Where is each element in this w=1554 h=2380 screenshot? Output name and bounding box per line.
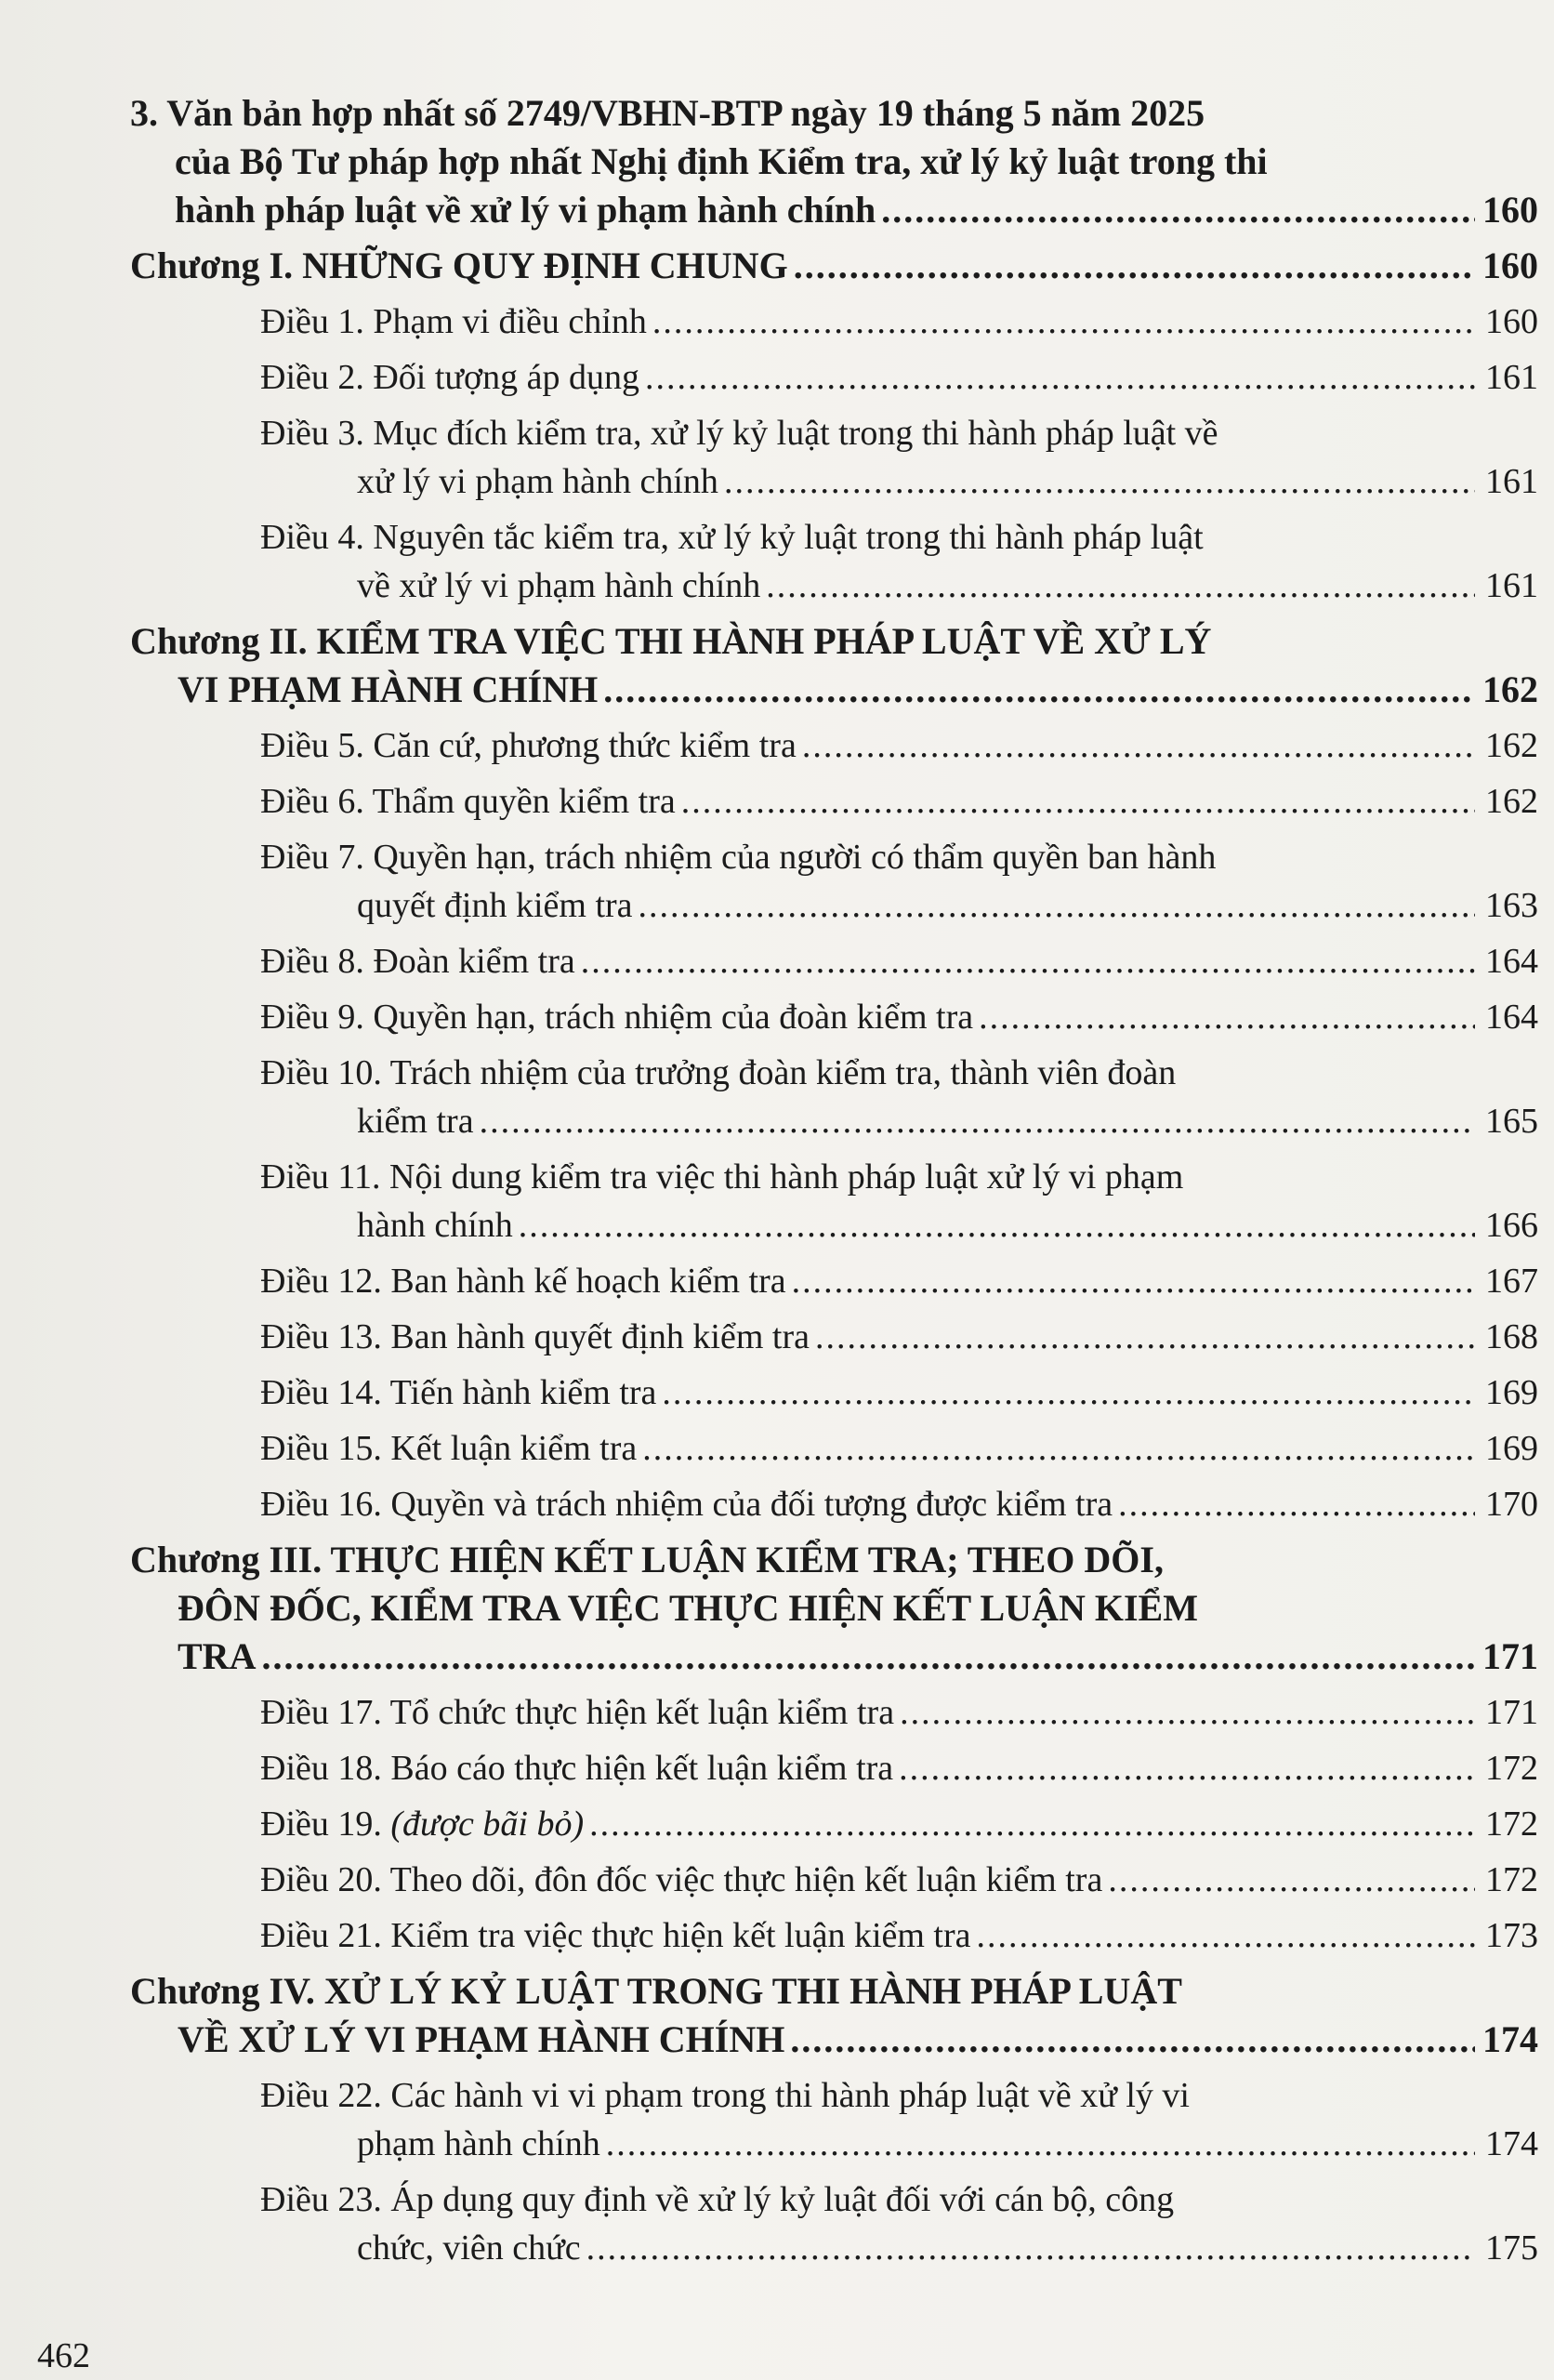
toc-chapter-last-row — [130, 2016, 1538, 2064]
toc-entry-text — [260, 1480, 1113, 1528]
leader-dots — [581, 937, 1475, 985]
toc-entry-title: Điều 20. Theo dõi, đôn đốc việc thực hiện kết luận kiểm tra — [260, 1860, 1103, 1899]
toc-entry-text — [357, 562, 760, 610]
page-ref: 163 — [1485, 886, 1538, 925]
toc-section-3[interactable] — [130, 89, 1538, 234]
page-ref: 161 — [1485, 566, 1538, 605]
toc-article[interactable] — [260, 993, 1538, 1041]
leader-dots — [662, 1368, 1475, 1417]
toc-entry-title: Điều 12. Ban hành kế hoạch kiểm tra — [260, 1262, 786, 1301]
page-ref: 172 — [1485, 1805, 1538, 1844]
toc-chapter[interactable] — [130, 617, 1538, 714]
toc-entry-text — [357, 457, 718, 506]
page-ref: 175 — [1485, 2228, 1538, 2268]
toc-chapter-last-row — [130, 666, 1538, 714]
leader-dots — [900, 1688, 1475, 1737]
toc-entry-title: phạm hành chính — [357, 2124, 600, 2163]
page-ref: 164 — [1485, 942, 1538, 981]
leader-dots — [652, 298, 1475, 346]
toc-article-last-row — [260, 1257, 1538, 1305]
toc-article[interactable] — [260, 2175, 1538, 2272]
toc-article-last-row — [260, 1368, 1538, 1417]
toc-entry-text — [260, 1313, 810, 1361]
toc-entry-title: Điều 6. Thẩm quyền kiểm tra — [260, 782, 676, 821]
toc-chapter[interactable] — [130, 242, 1538, 290]
toc-article-last-row — [260, 993, 1538, 1041]
toc-entry-text — [178, 1633, 256, 1681]
toc-article-last-row — [260, 2224, 1538, 2272]
toc-entry-text — [260, 1800, 584, 1848]
leader-dots — [606, 2120, 1475, 2168]
page-ref: 165 — [1485, 1102, 1538, 1141]
toc-article[interactable] — [260, 833, 1538, 930]
leader-dots — [261, 1633, 1475, 1681]
toc-entry-title: TRA — [178, 1635, 257, 1677]
toc-entry-text — [357, 2120, 600, 2168]
toc-article[interactable] — [260, 513, 1538, 610]
toc-entry-text — [357, 881, 633, 930]
toc-article-last-row — [260, 562, 1538, 610]
toc-article-last-row — [260, 1201, 1538, 1250]
page-ref: 168 — [1485, 1317, 1538, 1356]
toc-article-last-row — [260, 457, 1538, 506]
toc-chapter-last-row — [130, 1633, 1538, 1681]
toc-article[interactable] — [260, 2071, 1538, 2168]
page-ref: 160 — [1482, 189, 1538, 231]
page-number: 462 — [37, 2336, 90, 2375]
toc-section-line: 3. Văn bản hợp nhất số 2749/VBHN-BTP ngày 19 tháng 5 năm 2025 — [130, 92, 1205, 134]
toc-entry-title: Điều 19. — [260, 1805, 391, 1844]
page-ref: 174 — [1485, 2124, 1538, 2163]
toc-article-last-row — [260, 721, 1538, 770]
toc-article-last-row — [260, 777, 1538, 826]
toc-entry-text — [260, 1688, 894, 1737]
toc-section-line: của Bộ Tư pháp hợp nhất Nghị định Kiểm tra, xử lý kỷ luật trong thi — [175, 140, 1268, 182]
page-ref: 160 — [1482, 245, 1538, 286]
toc-chapter-line: Chương III. THỰC HIỆN KẾT LUẬN KIỂM TRA; THEO DÕI, — [130, 1539, 1164, 1580]
toc-entry-title: Điều 15. Kết luận kiểm tra — [260, 1429, 638, 1468]
leader-dots — [519, 1201, 1475, 1250]
toc-entry-text — [357, 2224, 581, 2272]
toc-article[interactable] — [260, 1911, 1538, 1960]
toc-entry-title: Điều 8. Đoàn kiểm tra — [260, 942, 575, 981]
toc-article-last-row — [260, 2120, 1538, 2168]
leader-dots — [639, 881, 1475, 930]
leader-dots — [681, 777, 1475, 826]
toc-article[interactable] — [260, 937, 1538, 985]
toc-article[interactable] — [260, 1049, 1538, 1145]
toc-section-last-row — [130, 186, 1538, 234]
toc-entry-title: Điều 5. Căn cứ, phương thức kiểm tra — [260, 726, 797, 765]
leader-dots — [724, 457, 1475, 506]
toc-article-line: Điều 23. Áp dụng quy định về xử lý kỷ luật đối với cán bộ, công — [260, 2180, 1175, 2219]
page-ref: 161 — [1485, 358, 1538, 397]
leader-dots — [480, 1097, 1475, 1145]
toc-entry-title: xử lý vi phạm hành chính — [357, 462, 718, 501]
page-ref: 162 — [1485, 726, 1538, 765]
leader-dots — [977, 1911, 1475, 1960]
toc-entry-title: Điều 2. Đối tượng áp dụng — [260, 358, 639, 397]
toc-article-line: Điều 22. Các hành vi vi phạm trong thi hành pháp luật về xử lý vi — [260, 2076, 1190, 2115]
toc-article-last-row — [260, 1688, 1538, 1737]
toc-article-last-row — [260, 1424, 1538, 1473]
toc-chapter-line: Chương IV. XỬ LÝ KỶ LUẬT TRONG THI HÀNH PHÁP LUẬT — [130, 1970, 1182, 2012]
toc-article[interactable] — [260, 353, 1538, 402]
toc-entry-text — [260, 1424, 637, 1473]
toc-entry-text — [260, 1368, 656, 1417]
toc-article[interactable] — [260, 1424, 1538, 1473]
leader-dots — [642, 1424, 1475, 1473]
toc-article[interactable] — [260, 1368, 1538, 1417]
toc-article-line: Điều 10. Trách nhiệm của trưởng đoàn kiểm tra, thành viên đoàn — [260, 1053, 1177, 1092]
toc-entry-title: hành chính — [357, 1206, 513, 1245]
table-of-contents — [130, 89, 1538, 2272]
page-ref: 164 — [1485, 998, 1538, 1037]
toc-entry-title: VỀ XỬ LÝ VI PHẠM HÀNH CHÍNH — [178, 2018, 785, 2060]
toc-entry-text — [260, 1744, 893, 1792]
toc-entry-text — [260, 1257, 786, 1305]
page-ref: 171 — [1485, 1693, 1538, 1732]
toc-article-last-row — [260, 1744, 1538, 1792]
toc-entry-note: (được bãi bỏ) — [390, 1805, 585, 1844]
leader-dots — [766, 562, 1475, 610]
toc-entry-text — [260, 298, 647, 346]
toc-entry-title: Điều 16. Quyền và trách nhiệm của đối tượng được kiểm tra — [260, 1485, 1113, 1524]
toc-article-last-row — [260, 1480, 1538, 1528]
toc-entry-title: VI PHẠM HÀNH CHÍNH — [178, 668, 599, 710]
toc-entry-text — [178, 666, 598, 714]
toc-section-text: hành pháp luật về xử lý vi phạm hành chính — [175, 189, 876, 231]
leader-dots — [899, 1744, 1475, 1792]
page-ref: 162 — [1485, 782, 1538, 821]
page-ref: 167 — [1485, 1262, 1538, 1301]
toc-article[interactable] — [260, 1744, 1538, 1792]
toc-article[interactable] — [260, 721, 1538, 770]
toc-entry-text — [260, 1911, 971, 1960]
toc-entry-text — [130, 242, 788, 290]
leader-dots — [589, 1800, 1475, 1848]
page-ref: 170 — [1485, 1485, 1538, 1524]
leader-dots — [792, 1257, 1475, 1305]
toc-article[interactable] — [260, 1480, 1538, 1528]
toc-entry-title: quyết định kiểm tra — [357, 886, 633, 925]
toc-entry-text — [357, 1201, 513, 1250]
toc-entry-text — [357, 1097, 474, 1145]
toc-article[interactable] — [260, 1257, 1538, 1305]
toc-article[interactable] — [260, 777, 1538, 826]
toc-entry-text — [260, 1856, 1102, 1904]
toc-chapter[interactable] — [130, 1967, 1538, 2064]
toc-article-last-row — [260, 298, 1538, 346]
toc-article[interactable] — [260, 1856, 1538, 1904]
page-ref: 172 — [1485, 1749, 1538, 1788]
toc-article-last-row — [260, 1097, 1538, 1145]
toc-article[interactable] — [260, 409, 1538, 506]
toc-entry-title: Điều 9. Quyền hạn, trách nhiệm của đoàn kiểm tra — [260, 998, 974, 1037]
leader-dots — [1108, 1856, 1475, 1904]
page-ref: 161 — [1485, 462, 1538, 501]
toc-chapter-line: Chương II. KIỂM TRA VIỆC THI HÀNH PHÁP LUẬT VỀ XỬ LÝ — [130, 620, 1212, 662]
leader-dots — [586, 2224, 1475, 2272]
toc-article-last-row — [260, 1800, 1538, 1848]
toc-entry-title: chức, viên chức — [357, 2228, 581, 2268]
toc-chapter[interactable] — [130, 1536, 1538, 1681]
page-ref: 173 — [1485, 1916, 1538, 1955]
toc-article-line: Điều 4. Nguyên tắc kiểm tra, xử lý kỷ luật trong thi hành pháp luật — [260, 518, 1204, 557]
toc-article[interactable] — [260, 1313, 1538, 1361]
toc-chapter-last-row — [130, 242, 1538, 290]
toc-entry-text — [178, 2016, 784, 2064]
page-ref: 160 — [1485, 302, 1538, 341]
leader-dots — [881, 186, 1475, 234]
leader-dots — [603, 666, 1475, 714]
toc-article-last-row — [260, 1856, 1538, 1904]
toc-article-last-row — [260, 353, 1538, 402]
toc-article[interactable] — [260, 298, 1538, 346]
toc-entry-title: Điều 18. Báo cáo thực hiện kết luận kiểm tra — [260, 1749, 894, 1788]
toc-entry-title: Chương I. NHỮNG QUY ĐỊNH CHUNG — [130, 245, 788, 286]
page-ref: 171 — [1482, 1635, 1538, 1677]
page-ref: 174 — [1482, 2018, 1538, 2060]
toc-entry-text — [260, 937, 575, 985]
page-ref: 162 — [1482, 668, 1538, 710]
toc-chapter-line: ĐÔN ĐỐC, KIỂM TRA VIỆC THỰC HIỆN KẾT LUẬN KIỂM — [178, 1587, 1198, 1629]
leader-dots — [979, 993, 1475, 1041]
toc-entry-title: về xử lý vi phạm hành chính — [357, 566, 761, 605]
leader-dots — [645, 353, 1475, 402]
toc-entry-text — [260, 777, 676, 826]
toc-entry-title: Điều 21. Kiểm tra việc thực hiện kết luận kiểm tra — [260, 1916, 971, 1955]
toc-entry-title: Điều 1. Phạm vi điều chỉnh — [260, 302, 647, 341]
toc-article-last-row — [260, 1313, 1538, 1361]
toc-entry-title: Điều 14. Tiến hành kiểm tra — [260, 1373, 657, 1412]
toc-entry-title: Điều 13. Ban hành quyết định kiểm tra — [260, 1317, 810, 1356]
leader-dots — [802, 721, 1475, 770]
page-ref: 172 — [1485, 1860, 1538, 1899]
leader-dots — [1118, 1480, 1475, 1528]
leader-dots — [790, 2016, 1475, 2064]
toc-article-line: Điều 7. Quyền hạn, trách nhiệm của người có thẩm quyền ban hành — [260, 838, 1217, 877]
toc-article[interactable] — [260, 1688, 1538, 1737]
toc-entry-title: Điều 17. Tổ chức thực hiện kết luận kiểm tra — [260, 1693, 895, 1732]
leader-dots — [815, 1313, 1475, 1361]
leader-dots — [794, 242, 1475, 290]
toc-entry-text — [260, 993, 973, 1041]
toc-article-last-row — [260, 881, 1538, 930]
toc-article-last-row — [260, 937, 1538, 985]
toc-article[interactable] — [260, 1800, 1538, 1848]
toc-article-line: Điều 11. Nội dung kiểm tra việc thi hành pháp luật xử lý vi phạm — [260, 1157, 1184, 1197]
page-ref: 169 — [1485, 1373, 1538, 1412]
toc-entry-text — [260, 721, 797, 770]
toc-article-last-row — [260, 1911, 1538, 1960]
toc-entry-title: kiểm tra — [357, 1102, 474, 1141]
toc-article-line: Điều 3. Mục đích kiểm tra, xử lý kỷ luật trong thi hành pháp luật về — [260, 414, 1218, 453]
page-ref: 166 — [1485, 1206, 1538, 1245]
toc-article[interactable] — [260, 1153, 1538, 1250]
page-ref: 169 — [1485, 1429, 1538, 1468]
toc-entry-text — [260, 353, 639, 402]
